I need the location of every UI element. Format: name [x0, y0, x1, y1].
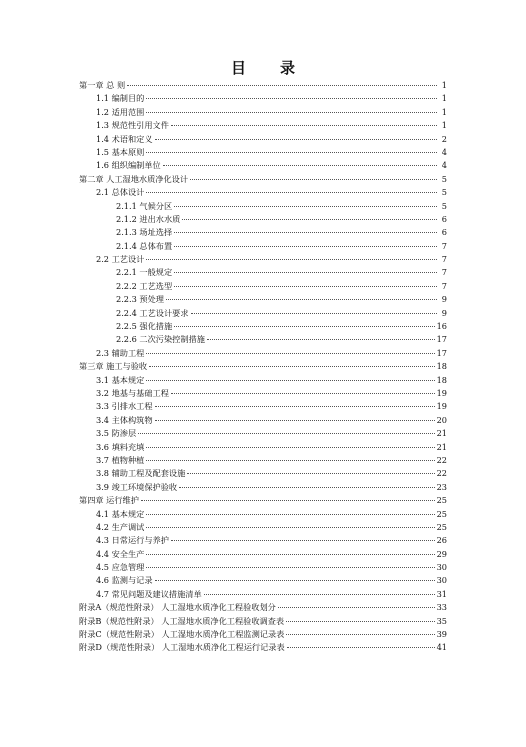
dot-leader [174, 232, 437, 233]
dot-leader [146, 460, 434, 461]
toc-entry-label: 3.2 地基与基础工程 [96, 387, 169, 398]
toc-entry-page-number: 35 [436, 615, 447, 626]
toc-entry[interactable] [79, 615, 447, 628]
toc-entry[interactable] [79, 92, 447, 105]
dot-leader [278, 607, 435, 608]
toc-entry-page-number: 26 [436, 535, 447, 546]
dot-leader [146, 514, 434, 515]
toc-entry[interactable] [79, 106, 447, 119]
toc-entry-page-number: 29 [436, 548, 447, 559]
toc-entry-page-number: 9 [441, 294, 447, 305]
toc-entry-page-number: 20 [436, 414, 447, 425]
dot-leader [146, 567, 434, 568]
toc-entry-label: 3.9 竣工环境保护验收 [96, 481, 178, 492]
toc-entry[interactable] [79, 280, 447, 293]
toc-entry[interactable] [79, 213, 447, 226]
dot-leader [174, 206, 437, 207]
toc-entry-label: 2.2 工艺设计 [96, 254, 145, 265]
toc-entry-page-number: 1 [441, 106, 447, 117]
toc-entry-label: 1.5 基本原则 [96, 146, 145, 157]
toc-entry[interactable] [79, 307, 447, 320]
title-char-1: 目 [230, 59, 246, 77]
toc-entry-label: 2.3 辅助工程 [96, 347, 145, 358]
toc-entry-label: 2.2.2 工艺选型 [116, 280, 173, 291]
toc-entry[interactable] [79, 119, 447, 132]
toc-entry-label: 3.7 植物种植 [96, 454, 145, 465]
toc-entry-label: 附录D（规范性附录） 人工湿地水质净化工程运行记录表 [79, 642, 285, 653]
toc-entry-label: 1.3 规范性引用文件 [96, 120, 169, 131]
dot-leader [155, 580, 435, 581]
toc-entry[interactable] [79, 360, 447, 373]
toc-entry-page-number: 21 [436, 428, 447, 439]
toc-entry[interactable] [79, 186, 447, 199]
toc-entry[interactable] [79, 293, 447, 306]
toc-entry-page-number: 21 [436, 441, 447, 452]
dot-leader [127, 85, 437, 86]
dot-leader [149, 366, 434, 367]
toc-entry-label: 2.2.4 工艺设计要求 [116, 307, 189, 318]
toc-entry-page-number: 17 [436, 334, 447, 345]
table-of-contents [79, 79, 447, 655]
dot-leader [204, 594, 435, 595]
toc-entry[interactable] [79, 454, 447, 467]
dot-leader [174, 326, 434, 327]
toc-entry-page-number: 19 [436, 401, 447, 412]
toc-entry-label: 4.2 生产调试 [96, 521, 145, 532]
dot-leader [166, 299, 437, 300]
toc-entry-label: 4.7 常见问题及建议措施清单 [96, 588, 202, 599]
toc-entry-page-number: 17 [436, 347, 447, 358]
toc-entry-page-number: 19 [436, 387, 447, 398]
toc-entry-label: 2.2.1 一般规定 [116, 267, 173, 278]
dot-leader [190, 179, 437, 180]
toc-entry[interactable] [79, 508, 447, 521]
toc-entry-page-number: 4 [441, 146, 447, 157]
toc-entry-label: 1.6 组织编制单位 [96, 160, 161, 171]
dot-leader [191, 313, 437, 314]
dot-leader [286, 634, 434, 635]
dot-leader [146, 447, 434, 448]
toc-entry-label: 2.2.6 二次污染控制措施 [116, 334, 205, 345]
toc-entry-label: 附录B（规范性附录） 人工湿地水质净化工程验收调查表 [79, 615, 285, 626]
toc-entry[interactable] [79, 253, 447, 266]
toc-entry[interactable] [79, 173, 447, 186]
toc-entry[interactable] [79, 494, 447, 507]
toc-entry[interactable] [79, 374, 447, 387]
dot-leader [146, 112, 437, 113]
dot-leader [155, 139, 437, 140]
dot-leader [174, 286, 437, 287]
toc-entry[interactable] [79, 574, 447, 587]
toc-entry[interactable] [79, 561, 447, 574]
toc-entry[interactable] [79, 481, 447, 494]
toc-entry-page-number: 25 [436, 508, 447, 519]
toc-entry-page-number: 18 [436, 374, 447, 385]
toc-entry[interactable] [79, 347, 447, 360]
toc-entry[interactable] [79, 548, 447, 561]
dot-leader [287, 647, 435, 648]
dot-leader [146, 353, 434, 354]
toc-entry-page-number: 30 [436, 575, 447, 586]
dot-leader [207, 339, 435, 340]
toc-entry[interactable] [79, 387, 447, 400]
dot-leader [155, 420, 435, 421]
toc-entry-label: 2.1.1 气候分区 [116, 200, 173, 211]
dot-leader [171, 540, 435, 541]
toc-entry-page-number: 1 [441, 93, 447, 104]
toc-entry[interactable] [79, 427, 447, 440]
dot-leader [146, 380, 434, 381]
toc-entry[interactable] [79, 467, 447, 480]
toc-entry[interactable] [79, 641, 447, 654]
toc-entry-label: 3.6 填料充填 [96, 441, 145, 452]
toc-entry[interactable] [79, 441, 447, 454]
dot-leader [174, 246, 437, 247]
toc-entry-label: 3.1 基本规定 [96, 374, 145, 385]
toc-entry-page-number: 25 [436, 495, 447, 506]
toc-entry-label: 4.1 基本规定 [96, 508, 145, 519]
toc-entry-label: 附录C（规范性附录） 人工湿地水质净化工程监测记录表 [79, 629, 285, 640]
toc-entry-label: 第四章 运行维护 [79, 495, 139, 506]
toc-entry-label: 第一章 总 则 [79, 80, 126, 90]
toc-entry[interactable] [79, 240, 447, 253]
toc-entry-label: 4.6 监测与记录 [96, 575, 153, 586]
toc-entry[interactable] [79, 200, 447, 213]
toc-entry[interactable] [79, 320, 447, 333]
toc-entry[interactable] [79, 159, 447, 172]
toc-entry-page-number: 7 [441, 240, 447, 251]
dot-leader [182, 219, 437, 220]
toc-entry[interactable] [79, 414, 447, 427]
toc-entry-page-number: 22 [436, 454, 447, 465]
toc-entry[interactable] [79, 601, 447, 614]
toc-entry-label: 2.2.5 强化措施 [116, 321, 173, 332]
toc-entry[interactable] [79, 226, 447, 239]
toc-entry-page-number: 7 [441, 254, 447, 265]
toc-entry-page-number: 16 [436, 321, 447, 332]
toc-entry-page-number: 7 [441, 280, 447, 291]
title-char-2: 录 [280, 59, 296, 77]
toc-entry-label: 4.3 日常运行与养护 [96, 535, 169, 546]
toc-entry-page-number: 4 [441, 160, 447, 171]
toc-entry-page-number: 5 [441, 187, 447, 198]
toc-entry-page-number: 6 [441, 227, 447, 238]
dot-leader [146, 554, 434, 555]
toc-entry-label: 2.1.4 总体布置 [116, 240, 173, 251]
toc-entry-page-number: 2 [441, 133, 447, 144]
dot-leader [163, 165, 437, 166]
toc-entry-label: 3.4 主体构筑物 [96, 414, 153, 425]
toc-entry-page-number: 22 [436, 468, 447, 479]
dot-leader [146, 152, 437, 153]
toc-entry-label: 2.2.3 预处理 [116, 294, 164, 305]
toc-entry[interactable] [79, 628, 447, 641]
dot-leader [187, 473, 434, 474]
dot-leader [286, 621, 434, 622]
toc-entry-page-number: 6 [441, 213, 447, 224]
toc-entry-label: 第三章 施工与验收 [79, 361, 148, 372]
toc-entry-label: 附录A（规范性附录） 人工湿地水质净化工程验收划分 [79, 602, 276, 613]
dot-leader [138, 433, 434, 434]
toc-entry[interactable] [79, 333, 447, 346]
toc-entry-page-number: 31 [436, 588, 447, 599]
toc-entry-label: 2.1.2 进出水水质 [116, 213, 181, 224]
dot-leader [171, 125, 437, 126]
toc-entry[interactable] [79, 146, 447, 159]
dot-leader [155, 406, 435, 407]
toc-entry-label: 3.5 防渗层 [96, 428, 137, 439]
toc-entry[interactable] [79, 588, 447, 601]
toc-entry[interactable] [79, 521, 447, 534]
toc-entry-page-number: 7 [441, 267, 447, 278]
toc-entry-page-number: 33 [436, 602, 447, 613]
dot-leader [179, 487, 434, 488]
toc-entry-page-number: 39 [436, 629, 447, 640]
dot-leader [146, 192, 437, 193]
toc-entry-page-number: 1 [441, 80, 447, 90]
toc-entry-page-number: 23 [436, 481, 447, 492]
toc-entry-label: 3.3 引排水工程 [96, 401, 153, 412]
toc-entry-label: 2.1 总体设计 [96, 187, 145, 198]
dot-leader [141, 500, 435, 501]
toc-entry[interactable] [79, 79, 447, 92]
dot-leader [146, 527, 434, 528]
dot-leader [146, 259, 437, 260]
toc-entry-label: 2.1.3 场址选择 [116, 227, 173, 238]
toc-entry[interactable] [79, 266, 447, 279]
toc-entry-page-number: 30 [436, 562, 447, 573]
toc-entry-label: 1.1 编制目的 [96, 93, 145, 104]
toc-entry-label: 3.8 辅助工程及配套设施 [96, 468, 186, 479]
toc-entry-page-number: 25 [436, 521, 447, 532]
toc-entry[interactable] [79, 534, 447, 547]
toc-entry-label: 第二章 人工湿地水质净化设计 [79, 173, 189, 184]
toc-entry-label: 1.4 术语和定义 [96, 133, 153, 144]
toc-entry-page-number: 5 [441, 173, 447, 184]
toc-entry-page-number: 1 [441, 120, 447, 131]
page-title [0, 58, 526, 78]
toc-entry[interactable] [79, 400, 447, 413]
toc-entry-page-number: 18 [436, 361, 447, 372]
dot-leader [146, 98, 437, 99]
toc-entry[interactable] [79, 133, 447, 146]
toc-entry-page-number: 9 [441, 307, 447, 318]
toc-entry-page-number: 5 [441, 200, 447, 211]
toc-entry-label: 4.4 安全生产 [96, 548, 145, 559]
dot-leader [174, 272, 437, 273]
dot-leader [171, 393, 435, 394]
toc-entry-label: 4.5 应急管理 [96, 562, 145, 573]
toc-entry-page-number: 41 [436, 642, 447, 653]
toc-entry-label: 1.2 适用范围 [96, 106, 145, 117]
